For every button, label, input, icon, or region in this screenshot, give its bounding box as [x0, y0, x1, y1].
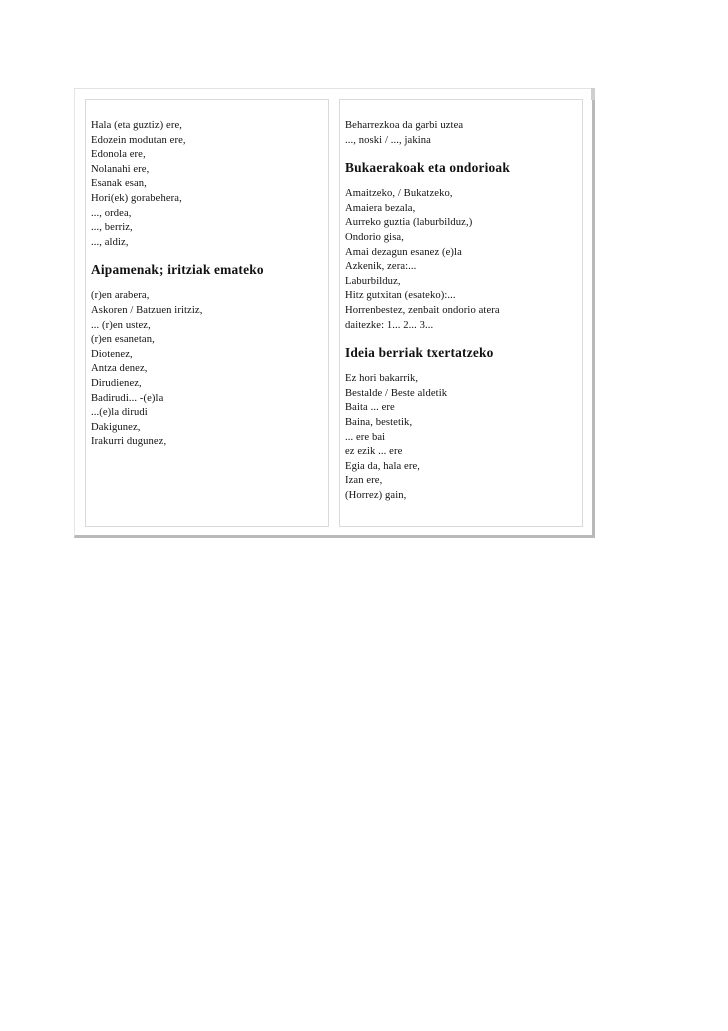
- list-item: Amaitzeko, / Bukatzeko,: [345, 188, 453, 200]
- list-item: Izan ere,: [345, 475, 383, 487]
- list-item: ...(e)la dirudi: [91, 407, 148, 419]
- list-item: Amaiera bezala,: [345, 202, 416, 214]
- list-item: Edozein modutan ere,: [91, 134, 186, 146]
- list-item: (r)en arabera,: [91, 290, 150, 302]
- left-column-content: [91, 119, 324, 450]
- right-column-content: [345, 119, 578, 503]
- section-heading-ideia-berriak: Ideia berriak txertatzeko: [345, 345, 494, 361]
- list-item: Ondorio gisa,: [345, 231, 404, 243]
- list-item: Egia da, hala ere,: [345, 460, 421, 472]
- list-item: Aurreko guztia (laburbilduz,): [345, 217, 473, 229]
- left-intro-list: [91, 119, 324, 250]
- table-frame: [74, 88, 595, 538]
- frame-edge-decoration: [591, 88, 595, 100]
- list-item: Baita ... ere: [345, 402, 395, 414]
- left-column: [85, 99, 329, 527]
- list-item: Laburbilduz,: [345, 275, 401, 287]
- list-item: Bestalde / Beste aldetik: [345, 387, 448, 399]
- list-item: ..., noski / ..., jakina: [345, 134, 431, 146]
- right-section1-list: [345, 187, 578, 333]
- list-item: Badirudi... -(e)la: [91, 392, 164, 404]
- list-item: Amai dezagun esanez (e)la: [345, 246, 462, 258]
- section-heading-aipamenak: Aipamenak; iritziak emateko: [91, 262, 264, 278]
- list-item: Baina, bestetik,: [345, 416, 413, 428]
- right-intro-list: [345, 119, 578, 148]
- list-item: Edonola ere,: [91, 149, 146, 161]
- list-item: daitezke: 1... 2... 3...: [345, 319, 434, 331]
- list-item: Ez hori bakarrik,: [345, 373, 419, 385]
- list-item: ..., aldiz,: [91, 236, 129, 248]
- list-item: Esanak esan,: [91, 178, 147, 190]
- list-item: Diotenez,: [91, 348, 133, 360]
- section-heading-bukaerakoak: Bukaerakoak eta ondorioak: [345, 160, 510, 176]
- list-item: Hori(ek) gorabehera,: [91, 192, 182, 204]
- list-item: ... ere bai: [345, 431, 386, 443]
- list-item: Beharrezkoa da garbi uztea: [345, 120, 464, 131]
- left-section-list: [91, 289, 324, 450]
- right-section2-list: [345, 372, 578, 503]
- list-item: ..., berriz,: [91, 222, 133, 234]
- list-item: Antza denez,: [91, 363, 148, 375]
- right-column: [339, 99, 583, 527]
- list-item: ..., ordea,: [91, 207, 132, 219]
- list-item: Hala (eta guztiz) ere,: [91, 120, 183, 131]
- list-item: Askoren / Batzuen iritziz,: [91, 304, 203, 316]
- list-item: Azkenik, zera:...: [345, 261, 417, 273]
- list-item: ... (r)en ustez,: [91, 319, 151, 331]
- list-item: ez ezik ... ere: [345, 446, 403, 458]
- list-item: Nolanahi ere,: [91, 163, 150, 175]
- list-item: (r)en esanetan,: [91, 334, 155, 346]
- list-item: Dakigunez,: [91, 421, 141, 433]
- list-item: Dirudienez,: [91, 377, 142, 389]
- list-item: Horrenbestez, zenbait ondorio atera: [345, 304, 500, 316]
- list-item: Hitz gutxitan (esateko):...: [345, 290, 456, 302]
- list-item: (Horrez) gain,: [345, 489, 407, 501]
- list-item: Irakurri dugunez,: [91, 436, 167, 448]
